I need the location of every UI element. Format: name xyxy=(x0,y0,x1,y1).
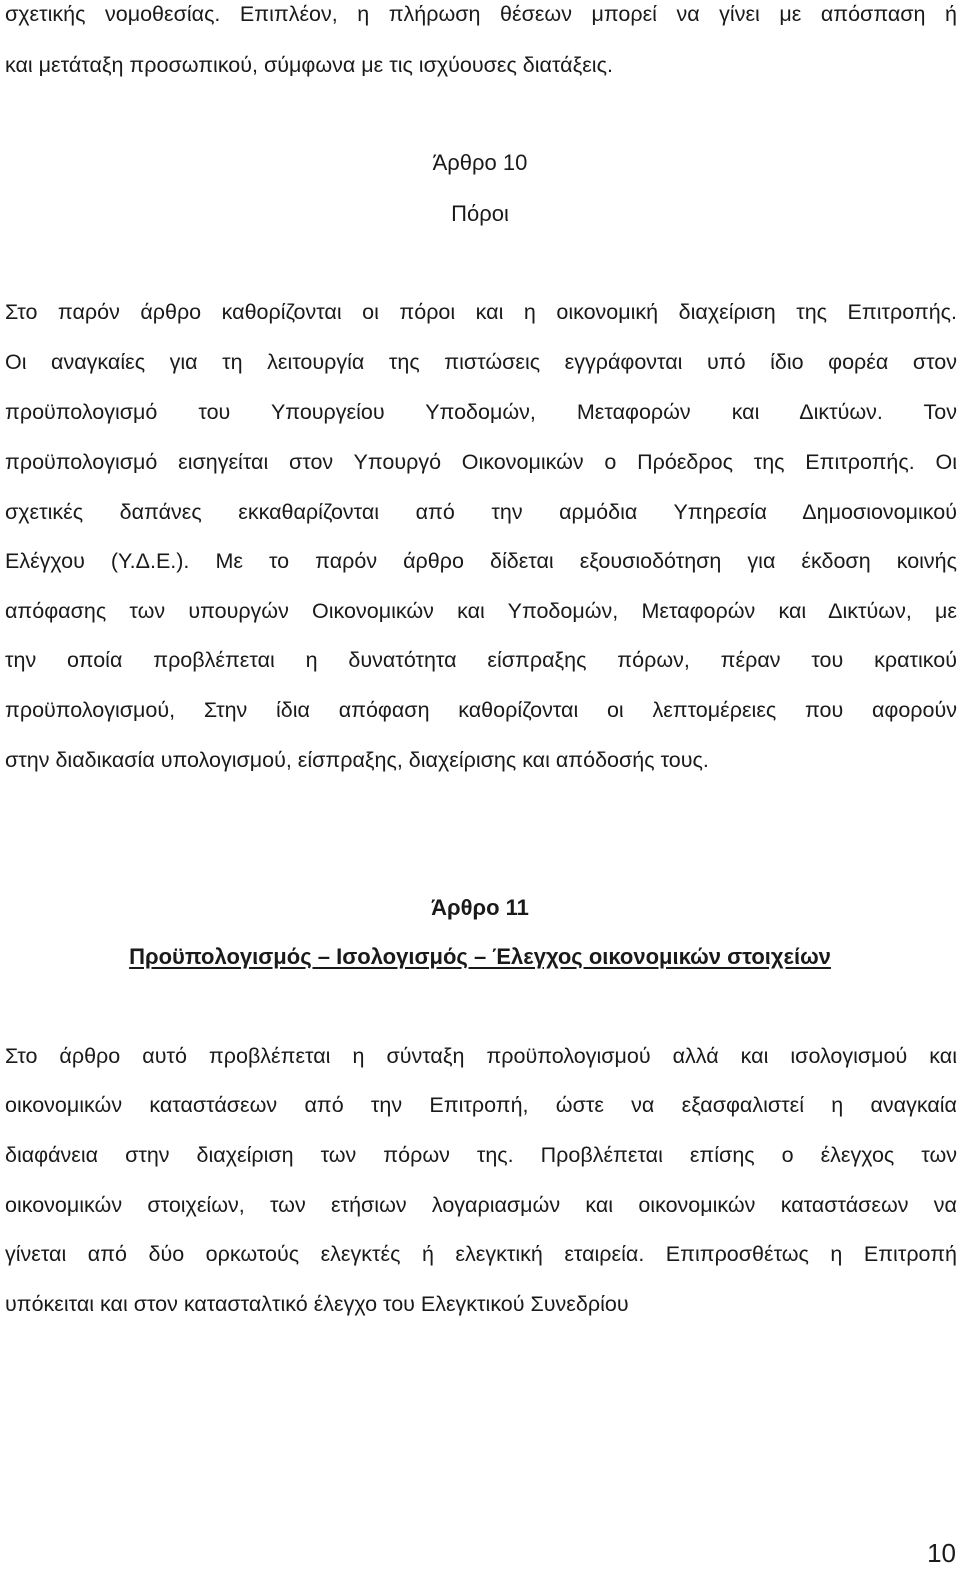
article-10-text-line: προϋπολογισμού, Στην ίδια απόφαση καθορίζονται οι λεπτομέρειες που αφορούν xyxy=(5,698,957,722)
page-number: 10 xyxy=(927,1538,956,1568)
article-11-text-line: διαφάνεια στην διαχείριση των πόρων της. Προβλέπεται επίσης ο έλεγχος των xyxy=(5,1143,957,1167)
article-11-text-line: οικονομικών καταστάσεων από την Επιτροπή, ώστε να εξασφαλιστεί η αναγκαία xyxy=(5,1093,957,1117)
article-10-text-line: Ελέγχου (Υ.Δ.Ε.). Με το παρόν άρθρο δίδεται εξουσιοδότηση για έκδοση κοινής xyxy=(5,549,957,573)
article-10-text-line: απόφασης των υπουργών Οικονομικών και Υποδομών, Μεταφορών και Δικτύων, με xyxy=(5,599,957,623)
body-text-line: σχετικής νομοθεσίας. Επιπλέον, η πλήρωση θέσεων μπορεί να γίνει με απόσπαση ή xyxy=(5,2,957,26)
body-text-line: και μετάταξη προσωπικού, σύμφωνα με τις ισχύουσες διατάξεις. xyxy=(5,53,613,77)
article-10-text-line: Στο παρόν άρθρο καθορίζονται οι πόροι και η οικονομική διαχείριση της Επιτροπής. xyxy=(5,300,957,324)
article-10-text-line: την οποία προβλέπεται η δυνατότητα είσπραξης πόρων, πέραν του κρατικού xyxy=(5,648,957,672)
article-10-text-line: σχετικές δαπάνες εκκαθαρίζονται από την αρμόδια Υπηρεσία Δημοσιονομικού xyxy=(5,500,957,524)
article-11-number: Άρθρο 11 xyxy=(431,895,529,920)
article-10-text-line: προϋπολογισμό του Υπουργείου Υποδομών, Μεταφορών και Δικτύων. Τον xyxy=(5,400,957,424)
article-10-title: Πόροι xyxy=(451,201,509,226)
article-11-text-line: γίνεται από δύο ορκωτούς ελεγκτές ή ελεγκτική εταιρεία. Επιπροσθέτως η Επιτροπή xyxy=(5,1242,957,1266)
article-11-title: Προϋπολογισμός – Ισολογισμός – Έλεγχος οικονομικών στοιχείων xyxy=(129,944,831,969)
article-10-number: Άρθρο 10 xyxy=(432,150,528,175)
article-11-text-line: υπόκειται και στον κατασταλτικό έλεγχο του Ελεγκτικού Συνεδρίου xyxy=(5,1292,629,1316)
article-10-text-line: προϋπολογισμό εισηγείται στον Υπουργό Οικονομικών ο Πρόεδρος της Επιτροπής. Οι xyxy=(5,450,957,474)
article-10-text-line: Οι αναγκαίες για τη λειτουργία της πιστώσεις εγγράφονται υπό ίδιο φορέα στον xyxy=(5,350,957,374)
article-11-text-line: Στο άρθρο αυτό προβλέπεται η σύνταξη προϋπολογισμού αλλά και ισολογισμού και xyxy=(5,1044,957,1068)
article-10-text-line: στην διαδικασία υπολογισμού, είσπραξης, διαχείρισης και απόδοσής τους. xyxy=(5,748,709,772)
article-11-text-line: οικονομικών στοιχείων, των ετήσιων λογαριασμών και οικονομικών καταστάσεων να xyxy=(5,1193,957,1217)
